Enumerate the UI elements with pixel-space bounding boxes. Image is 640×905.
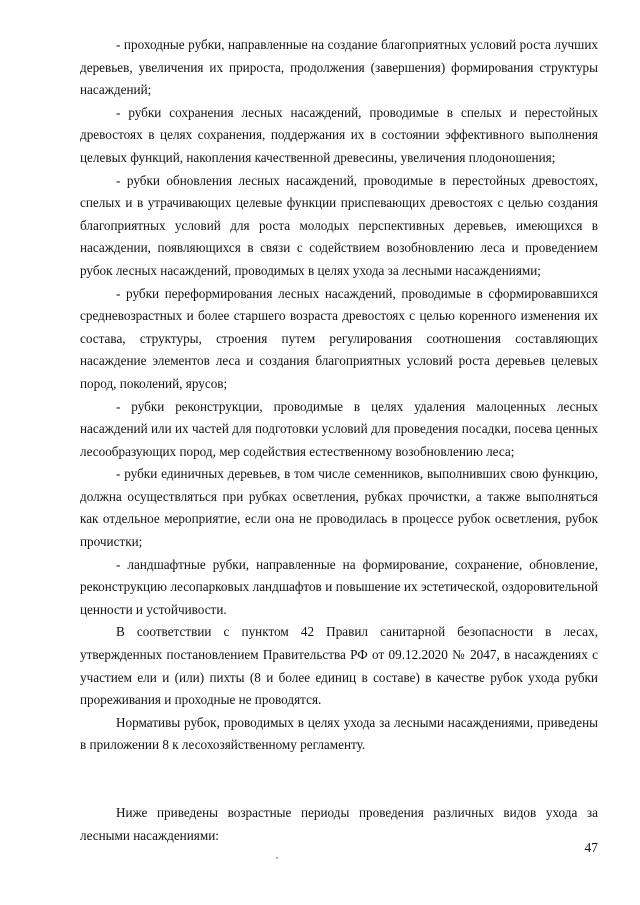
paragraph-rubki-pereformirovaniya: - рубки переформирования лесных насаждений, проводимые в сформировавшихся средневозрастных и более старшего возраста древостоях с целью коренного изменения их состава, структуры, строения путем регулирования соотношения составляющих насаждение элементов леса и создания благоприятных условий роста деревьев целевых пород, поколений, ярусов;: [80, 285, 598, 391]
document-body: [80, 34, 598, 847]
paragraph-rubki-edinichnykh-derevev: - рубки единичных деревьев, в том числе семенников, выполнивших свою функцию, должна осуществляться при рубках осветления, рубках прочистки, а также выполняться как отдельное мероприятие, если она не проводилась в процессе рубок осветления, рубок прочистки;: [80, 466, 598, 550]
paragraph-vozrastnye-periody: Ниже приведены возрастные периоды проведения различных видов ухода за лесными насаждениями:: [80, 805, 598, 843]
page-number: 47: [584, 840, 598, 855]
paragraph-rubki-sokhraneniya: - рубки сохранения лесных насаждений, проводимые в спелых и перестойных древостоях в целях сохранения, поддержания их в состоянии эффективного выполнения целевых функций, накопления качественной древесины, увеличения плодоношения;: [80, 104, 598, 165]
paragraph-rubki-obnovleniya: - рубки обновления лесных насаждений, проводимые в перестойных древостоях, спелых и в утрачивающих целевые функции приспевающих древостоях с целью создания благоприятных условий для роста молодых перспективных деревьев, имеющихся в насаждении, появляющихся в связи с содействием возобновлению леса и проведением рубок лесных насаждений, проводимых в целях ухода за лесными насаждениями;: [80, 172, 598, 278]
paragraph-punkt-42-pravil: В соответствии с пунктом 42 Правил санитарной безопасности в лесах, утвержденных постановлением Правительства РФ от 09.12.2020 № 2047, в насаждениях с участием ели и (или) пихты (8 и более единиц в составе) в качестве рубок ухода рубки прореживания и проходные не проводятся.: [80, 624, 598, 708]
paragraph-rubki-rekonstruktsii: - рубки реконструкции, проводимые в целях удаления малоценных лесных насаждений или их частей для подготовки условий для проведения посадки, посева ценных лесообразующих пород, мер содействия естественному возобновлению леса;: [80, 398, 598, 459]
paragraph-proходные-rubki: - проходные рубки, направленные на создание благоприятных условий роста лучших деревьев, увеличения их прироста, продолжения (завершения) формирования структуры насаждений;: [80, 37, 598, 98]
paragraph-normativy-rubok: Нормативы рубок, проводимых в целях ухода за лесными насаждениями, приведены в приложении 8 к лесохозяйственному регламенту.: [80, 714, 598, 753]
scan-speck: [276, 857, 278, 859]
paragraph-landshaftnye-rubki: - ландшафтные рубки, направленные на формирование, сохранение, обновление, реконструкцию лесопарковых ландшафтов и повышение их эстетической, оздоровительной ценности и устойчивости.: [80, 556, 598, 617]
section-gap: [80, 757, 598, 802]
